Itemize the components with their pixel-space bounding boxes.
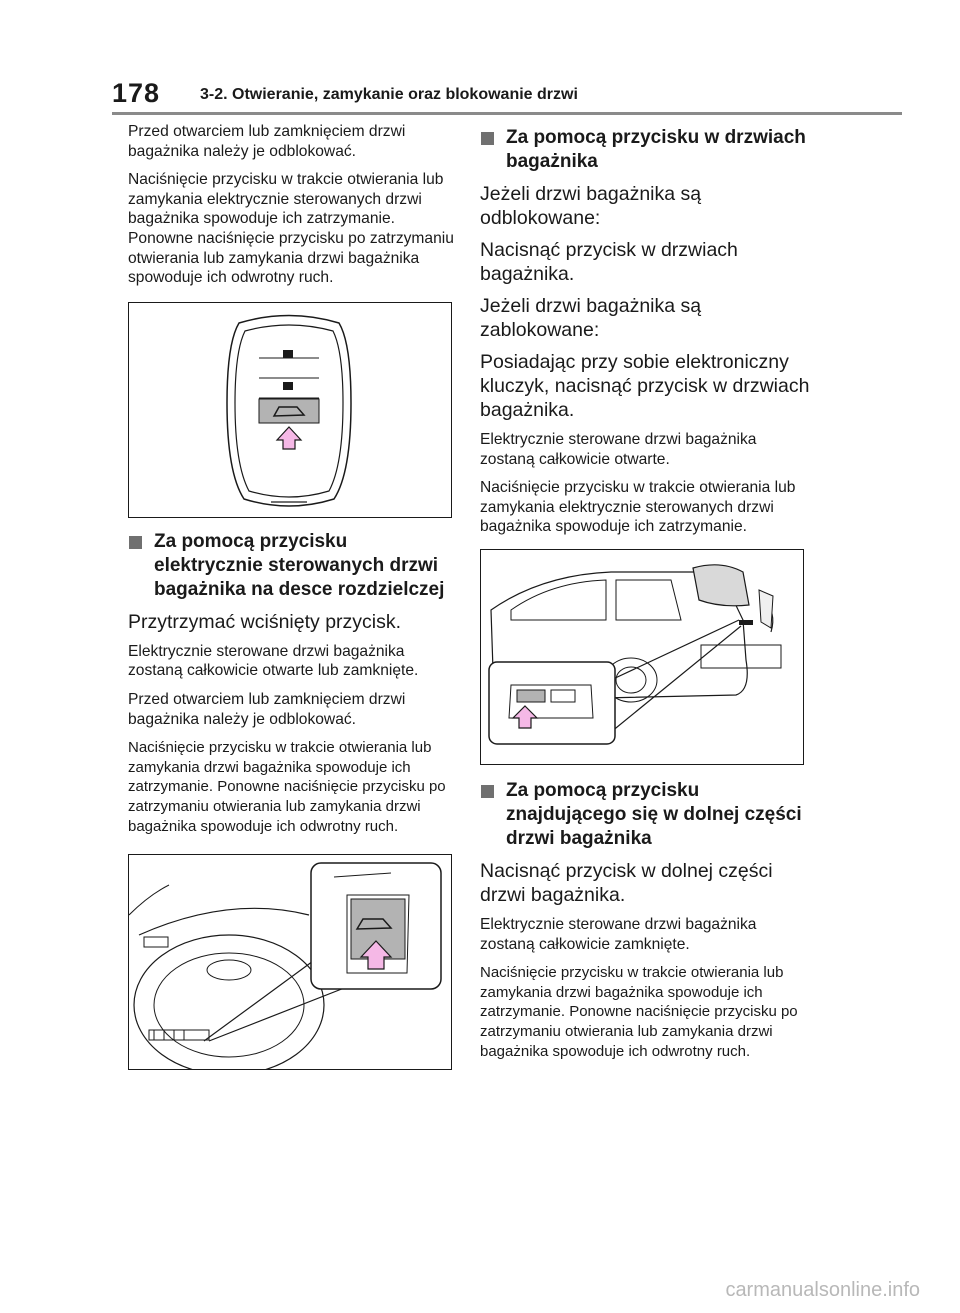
paragraph-stop-reverse-note-3: Naciśnięcie przycisku w trakcie otwierania lub zamykania drzwi bagażnika spowoduje ich zatrzymanie. Ponowne naciśnięcie przycisku po zatrzymaniu otwierania lub zamykania drzwi bagażnika spowoduje ich odwrotny ruch. <box>480 964 798 1060</box>
section-heading-lower-door-button: Za pomocą przycisku znajdującego się w dolnej części drzwi bagażnika <box>480 779 810 851</box>
condition-unlocked: Jeżeli drzwi bagażnika są odblokowane: <box>480 183 702 229</box>
section-heading-dashboard-button: Za pomocą przycisku elektrycznie sterowanych drzwi bagażnika na desce rozdzielczej <box>128 530 458 602</box>
instruction-with-smart-key: Posiadając przy sobie elektroniczny kluczyk, nacisnąć przycisk w drzwiach bagażnika. <box>480 351 810 421</box>
bullet-square-icon <box>129 536 142 549</box>
paragraph-fully-open: Elektrycznie sterowane drzwi bagażnika zostaną całkowicie otwarte. <box>480 431 757 468</box>
instruction-press-lower-button: Nacisnąć przycisk w dolnej części drzwi bagażnika. <box>480 859 773 906</box>
watermark-text: carmanualsonline.info <box>725 1279 920 1301</box>
left-column <box>128 122 458 1070</box>
section-heading-door-button: Za pomocą przycisku w drzwiach bagażnika <box>480 126 810 174</box>
paragraph-fully-close: Elektrycznie sterowane drzwi bagażnika zostaną całkowicie zamknięte. <box>480 915 757 953</box>
paragraph-stop-reverse-note: Naciśnięcie przycisku w trakcie otwierania lub zamykania elektrycznie sterowanych drzwi bagażnika spowoduje ich zatrzymanie. Ponowne naciśnięcie przycisku po zatrzymaniu otwierania lub zamykania drzwi bagażnika spowoduje ich odwrotny ruch. <box>128 171 454 287</box>
rear-door-button-figure <box>480 549 804 765</box>
header-rule <box>112 112 902 115</box>
key-fob-figure <box>128 302 452 518</box>
instruction-press-door-button: Nacisnąć przycisk w drzwiach bagażnika. <box>480 239 738 285</box>
dashboard-button-figure <box>128 854 452 1070</box>
bullet-square-icon <box>481 785 494 798</box>
paragraph-fully-open-close: Elektrycznie sterowane drzwi bagażnika zostaną całkowicie otwarte lub zamknięte. <box>128 642 419 680</box>
paragraph-stop-reverse-note-2: Naciśnięcie przycisku w trakcie otwierania lub zamykania drzwi bagażnika spowoduje ich zatrzymanie. Ponowne naciśnięcie przycisku po zatrzymaniu otwierania lub zamykania drzwi bagażnika spowoduje ich odwrotny ruch. <box>128 739 446 835</box>
instruction-hold-button: Przytrzymać wciśnięty przycisk. <box>128 610 402 633</box>
right-column <box>480 126 810 1070</box>
condition-locked: Jeżeli drzwi bagażnika są zablokowane: <box>480 295 702 341</box>
paragraph-unlock-note: Przed otwarciem lub zamknięciem drzwi bagażnika należy je odblokować. <box>128 123 406 160</box>
section-title: 3-2. Otwieranie, zamykanie oraz blokowanie drzwi <box>200 86 578 103</box>
page-number: 178 <box>112 78 161 108</box>
bullet-square-icon <box>481 132 494 145</box>
paragraph-unlock-note-2: Przed otwarciem lub zamknięciem drzwi bagażnika należy je odblokować. <box>128 690 406 728</box>
paragraph-stop-note: Naciśnięcie przycisku w trakcie otwierania lub zamykania elektrycznie sterowanych drzwi bagażnika spowoduje ich zatrzymanie. <box>480 479 796 536</box>
